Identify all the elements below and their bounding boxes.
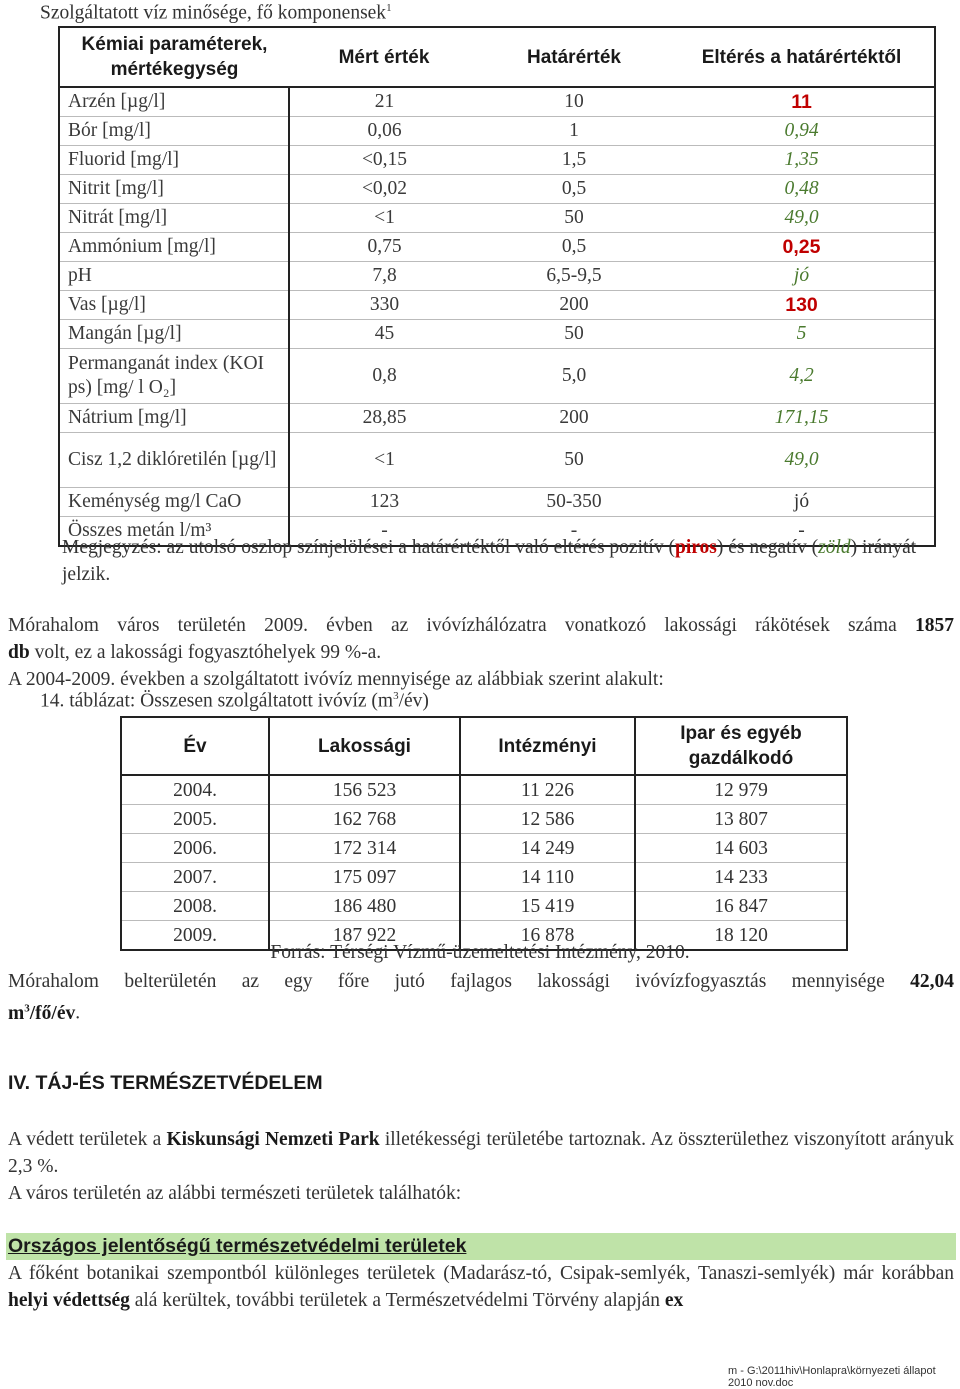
limit-cell: 200 (479, 291, 669, 320)
limit-cell: 1 (479, 117, 669, 146)
deviation-cell: 49,0 (669, 204, 935, 233)
header-residential: Lakossági (269, 717, 460, 775)
measured-cell: 0,06 (289, 117, 479, 146)
consumption-paragraph-line2: $m^3/fő/év$. (8, 1002, 81, 1024)
parameter-cell: Összes metán l/m³ (59, 517, 289, 547)
header-limit: Határérték (479, 27, 669, 87)
table-row (121, 834, 847, 863)
institutional-cell: 12 586 (460, 805, 635, 834)
measured-cell: 21 (289, 87, 479, 117)
table-row (59, 233, 935, 262)
measured-cell: 330 (289, 291, 479, 320)
connections-paragraph-line2: db volt, ez a lakossági fogyasztóhelyek 99 %-a. (8, 642, 382, 663)
institutional-cell: 11 226 (460, 775, 635, 805)
residential-cell: 186 480 (269, 892, 460, 921)
year-cell: 2004. (121, 775, 269, 805)
color-legend-note: Megjegyzés: az utolsó oszlop színjelölései a határértéktől való eltérés pozitív (piros) és negatív (zöld) irányát jelzik. (62, 537, 917, 585)
parameter-cell: Cisz 1,2 diklóretilén [µg/l] (59, 433, 289, 488)
table-row (59, 262, 935, 291)
header-year: Év (121, 717, 269, 775)
table-row (59, 291, 935, 320)
table-header-row (121, 717, 847, 775)
residential-cell: 162 768 (269, 805, 460, 834)
parameter-cell: Nitrát [mg/l] (59, 204, 289, 233)
institutional-cell: 16 878 (460, 921, 635, 951)
header-parameter: Kémiai paraméterek, mértékegység (59, 27, 289, 87)
parameter-cell: pH (59, 262, 289, 291)
measured-cell: 28,85 (289, 404, 479, 433)
measured-cell: - (289, 517, 479, 547)
year-cell: 2007. (121, 863, 269, 892)
industry-cell: 16 847 (635, 892, 847, 921)
table-row (121, 892, 847, 921)
industry-cell: 14 603 (635, 834, 847, 863)
industry-cell: 14 233 (635, 863, 847, 892)
year-cell: 2008. (121, 892, 269, 921)
measured-cell: 0,8 (289, 349, 479, 404)
deviation-cell: 49,0 (669, 433, 935, 488)
limit-cell: 50 (479, 320, 669, 349)
industry-cell: 13 807 (635, 805, 847, 834)
header-institutional: Intézményi (460, 717, 635, 775)
table-row (59, 349, 935, 404)
connections-paragraph-line1: Mórahalom város területén 2009. évben az ivóvízhálózatra vonatkozó lakossági rákötések száma 1857 (8, 615, 954, 636)
table-row (59, 488, 935, 517)
year-cell: 2006. (121, 834, 269, 863)
limit-cell: 50 (479, 433, 669, 488)
institutional-cell: 14 110 (460, 863, 635, 892)
parameter-cell: Nátrium [mg/l] (59, 404, 289, 433)
table-row (59, 204, 935, 233)
limit-cell: - (479, 517, 669, 547)
water-quality-rows (59, 87, 935, 546)
measured-cell: <1 (289, 433, 479, 488)
limit-cell: 1,5 (479, 146, 669, 175)
measured-cell: <0,02 (289, 175, 479, 204)
deviation-cell: 0,48 (669, 175, 935, 204)
institutional-cell: 15 419 (460, 892, 635, 921)
water-volume-caption: 14. táblázat: Összesen szolgáltatott ivóvíz $(m^3/év)$ (40, 690, 429, 712)
measured-cell: 7,8 (289, 262, 479, 291)
year-cell: 2005. (121, 805, 269, 834)
table-row (121, 805, 847, 834)
header-measured: Mért érték (289, 27, 479, 87)
table-source: Forrás: Térségi Vízmű-üzemeltetési Intézmény, 2010. (270, 942, 690, 963)
limit-cell: 6,5-9,5 (479, 262, 669, 291)
note-red-word: piros (674, 537, 717, 558)
measured-cell: 45 (289, 320, 479, 349)
parameter-cell: Nitrit [mg/l] (59, 175, 289, 204)
table-row (59, 404, 935, 433)
limit-cell: 10 (479, 87, 669, 117)
table-row (59, 433, 935, 488)
table-row (59, 146, 935, 175)
deviation-cell: jó (669, 488, 935, 517)
table-row (59, 87, 935, 117)
parameter-cell: Bór [mg/l] (59, 117, 289, 146)
residential-cell: 172 314 (269, 834, 460, 863)
institutional-cell: 14 249 (460, 834, 635, 863)
limit-cell: 200 (479, 404, 669, 433)
file-path-footer: m - G:\2011hiv\Honlapra\környezeti állapot 2010 nov.doc (728, 1365, 936, 1389)
protected-areas-paragraph: A védett területek a Kiskunsági Nemzeti Park illetékességi területébe tartoznak. Az összterülethez viszonyított arányuk 2,3 %. (8, 1129, 954, 1177)
deviation-cell: 130 (669, 291, 935, 320)
industry-cell: 12 979 (635, 775, 847, 805)
limit-cell: 50-350 (479, 488, 669, 517)
botanical-areas-paragraph: A főként botanikai szempontból különleges területek (Madarász-tó, Csipak-semlyék, Tanaszi-semlyék) már korábban helyi védettség alá kerültek, további területek a Természetvédelmi Törvény alapján ex (8, 1263, 954, 1311)
measured-cell: <1 (289, 204, 479, 233)
residential-cell: 187 922 (269, 921, 460, 951)
note-green-word: zöld (818, 537, 851, 558)
parameter-cell: Mangán [µg/l] (59, 320, 289, 349)
water-quality-table (58, 26, 936, 547)
national-areas-heading: Országos jelentőségű természetvédelmi területek (8, 1235, 467, 1257)
industry-cell: 18 120 (635, 921, 847, 951)
limit-cell: 50 (479, 204, 669, 233)
deviation-cell: 171,15 (669, 404, 935, 433)
residential-cell: 175 097 (269, 863, 460, 892)
measured-cell: 123 (289, 488, 479, 517)
deviation-cell: 1,35 (669, 146, 935, 175)
parameter-cell: Keménység mg/l CaO (59, 488, 289, 517)
deviation-cell: jó (669, 262, 935, 291)
measured-cell: <0,15 (289, 146, 479, 175)
section-heading: IV. TÁJ-ÉS TERMÉSZETVÉDELEM (8, 1072, 323, 1094)
limit-cell: 5,0 (479, 349, 669, 404)
natural-areas-intro: A város területén az alábbi természeti területek találhatók: (8, 1183, 462, 1204)
table-row (121, 863, 847, 892)
parameter-cell: Arzén [µg/l] (59, 87, 289, 117)
table-row (59, 117, 935, 146)
header-industry: Ipar és egyéb gazdálkodó (635, 717, 847, 775)
deviation-cell: 0,94 (669, 117, 935, 146)
header-deviation: Eltérés a határértéktől (669, 27, 935, 87)
parameter-cell: Ammónium [mg/l] (59, 233, 289, 262)
deviation-cell: 11 (669, 87, 935, 117)
deviation-cell: 5 (669, 320, 935, 349)
parameter-cell: Fluorid [mg/l] (59, 146, 289, 175)
table-row (121, 775, 847, 805)
consumption-paragraph-line1: Mórahalom belterületén az egy főre jutó fajlagos lakossági ivóvízfogyasztás mennyisége 42,04 (8, 971, 954, 992)
water-volume-table (120, 716, 848, 951)
limit-cell: 0,5 (479, 233, 669, 262)
limit-cell: 0,5 (479, 175, 669, 204)
water-volume-rows (121, 775, 847, 950)
volume-intro-line: A 2004-2009. években a szolgáltatott ivóvíz mennyisége az alábbiak szerint alakult: (8, 669, 664, 690)
water-quality-caption: Szolgáltatott víz minősége, fő komponensek$^1$ (40, 2, 392, 24)
measured-cell: 0,75 (289, 233, 479, 262)
parameter-cell: Vas [µg/l] (59, 291, 289, 320)
deviation-cell: 4,2 (669, 349, 935, 404)
deviation-cell: 0,25 (669, 233, 935, 262)
table-header-row (59, 27, 935, 87)
table-row (59, 320, 935, 349)
parameter-cell: Permanganát index (KOI ps) [mg/ l O₂] (59, 349, 289, 404)
deviation-cell: - (669, 517, 935, 547)
residential-cell: 156 523 (269, 775, 460, 805)
year-cell: 2009. (121, 921, 269, 951)
table-row (59, 175, 935, 204)
